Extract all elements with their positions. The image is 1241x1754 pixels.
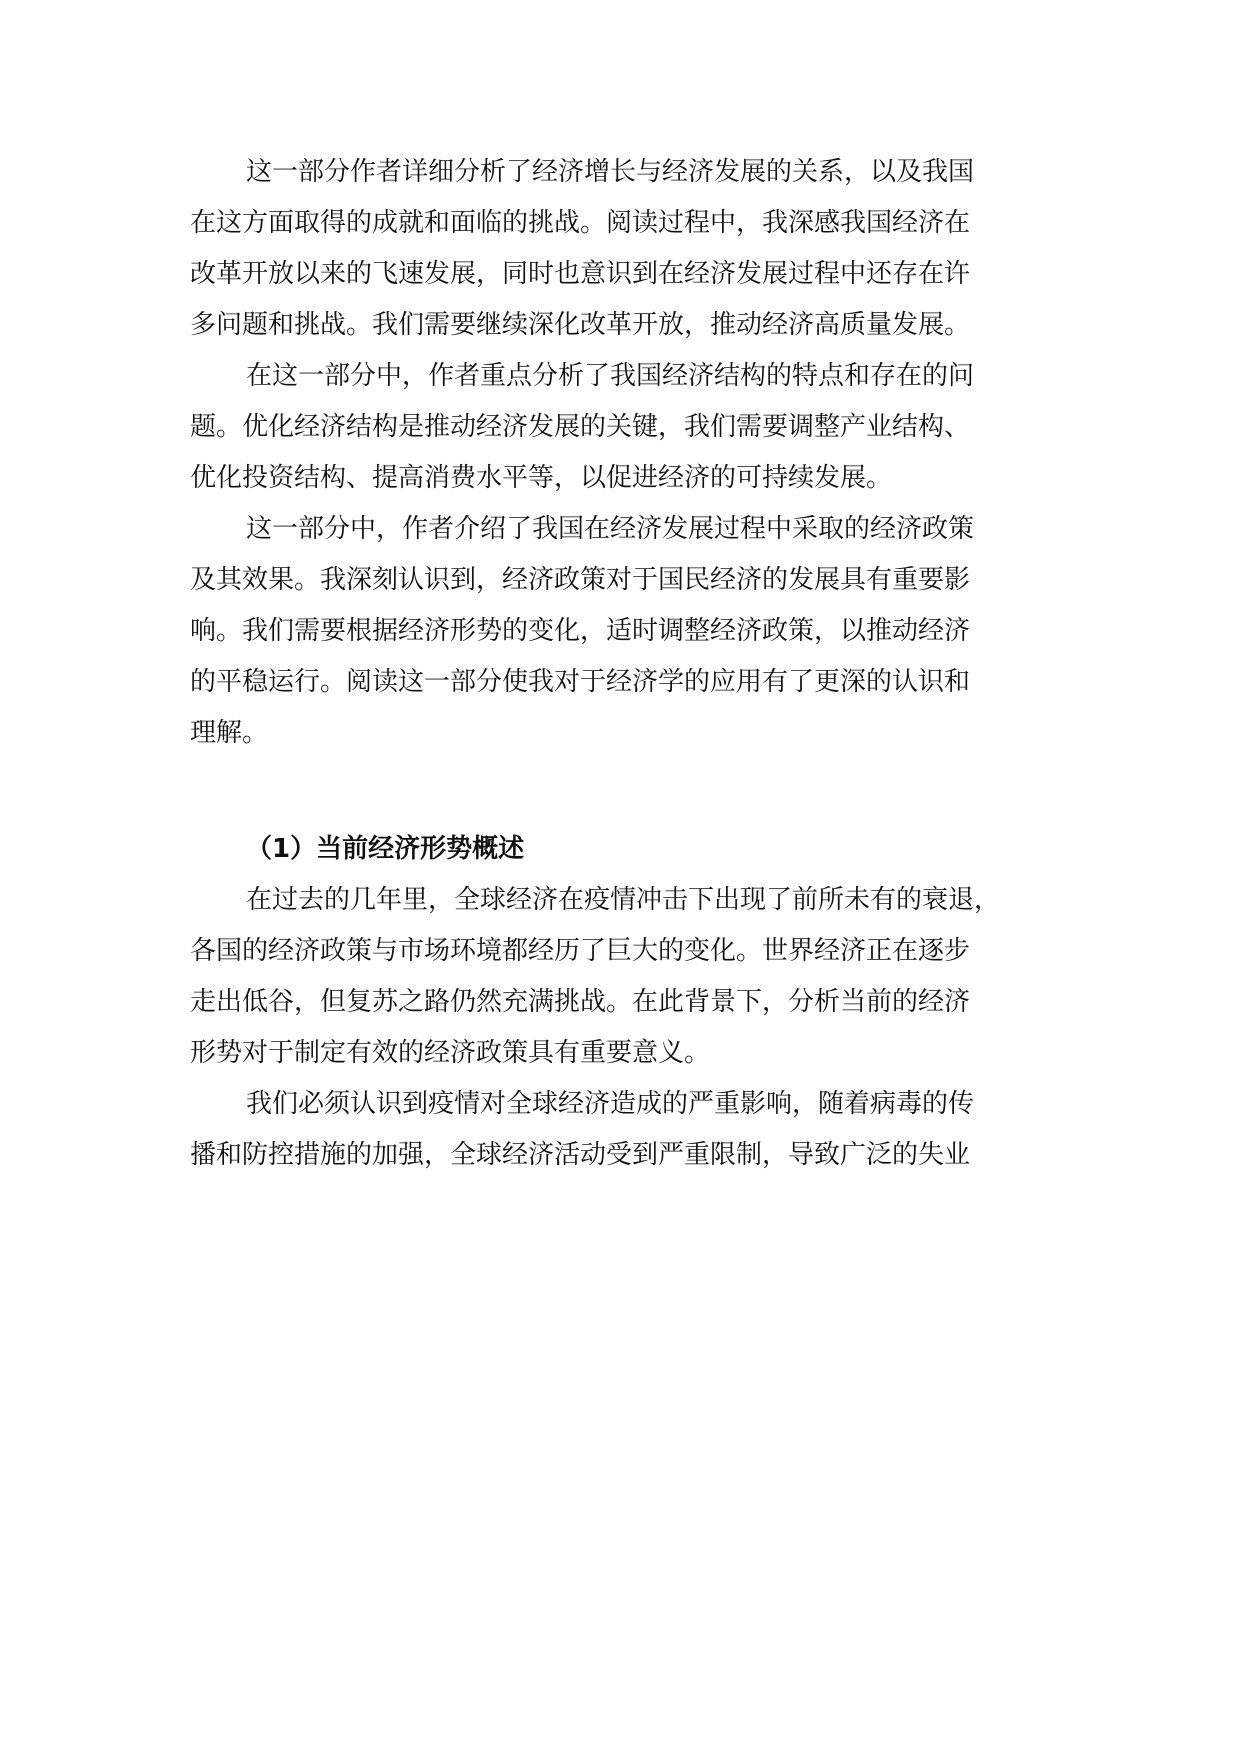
document-body [190,147,1060,1181]
section-spacer [190,759,1060,824]
text-line: 多问题和挑战。我们需要继续深化改革开放，推动经济高质量发展。 [190,310,971,340]
text-line: 这一部分作者详细分析了经济增长与经济发展的关系，以及我国 [246,157,975,187]
paragraph-4 [190,875,1060,1079]
paragraph-5 [190,1079,1060,1181]
text-line: 播和防控措施的加强，全球经济活动受到严重限制，导致广泛的失业 [190,1140,971,1170]
text-line: 改革开放以来的飞速发展，同时也意识到在经济发展过程中还存在许 [190,259,971,289]
text-line: 走出低谷，但复苏之路仍然充满挑战。在此背景下，分析当前的经济 [190,987,971,1017]
text-line: 形势对于制定有效的经济政策具有重要意义。 [190,1038,711,1068]
paragraph-1 [190,147,1060,351]
text-line: 在过去的几年里，全球经济在疫情冲击下出现了前所未有的衰退， [246,885,1001,915]
text-line: 题。优化经济结构是推动经济发展的关键，我们需要调整产业结构、 [190,412,971,442]
text-line: 各国的经济政策与市场环境都经历了巨大的变化。世界经济正在逐步 [190,936,971,966]
paragraph-2 [190,351,1060,504]
text-line: 响。我们需要根据经济形势的变化，适时调整经济政策，以推动经济 [190,616,971,646]
text-line: 理解。 [190,718,269,748]
text-line: 优化投资结构、提高消费水平等，以促进经济的可持续发展。 [190,463,893,493]
section-heading: （1）当前经济形势概述 [246,834,525,864]
text-line: 我们必须认识到疫情对全球经济造成的严重影响，随着病毒的传 [246,1089,975,1119]
text-line: 这一部分中，作者介绍了我国在经济发展过程中采取的经济政策 [246,514,975,544]
text-line: 的平稳运行。阅读这一部分使我对于经济学的应用有了更深的认识和 [190,667,971,697]
text-line: 及其效果。我深刻认识到，经济政策对于国民经济的发展具有重要影 [190,565,971,595]
text-line: 在这一部分中，作者重点分析了我国经济结构的特点和存在的问 [246,361,975,391]
paragraph-3 [190,504,1060,759]
text-line: 在这方面取得的成就和面临的挑战。阅读过程中，我深感我国经济在 [190,208,971,238]
